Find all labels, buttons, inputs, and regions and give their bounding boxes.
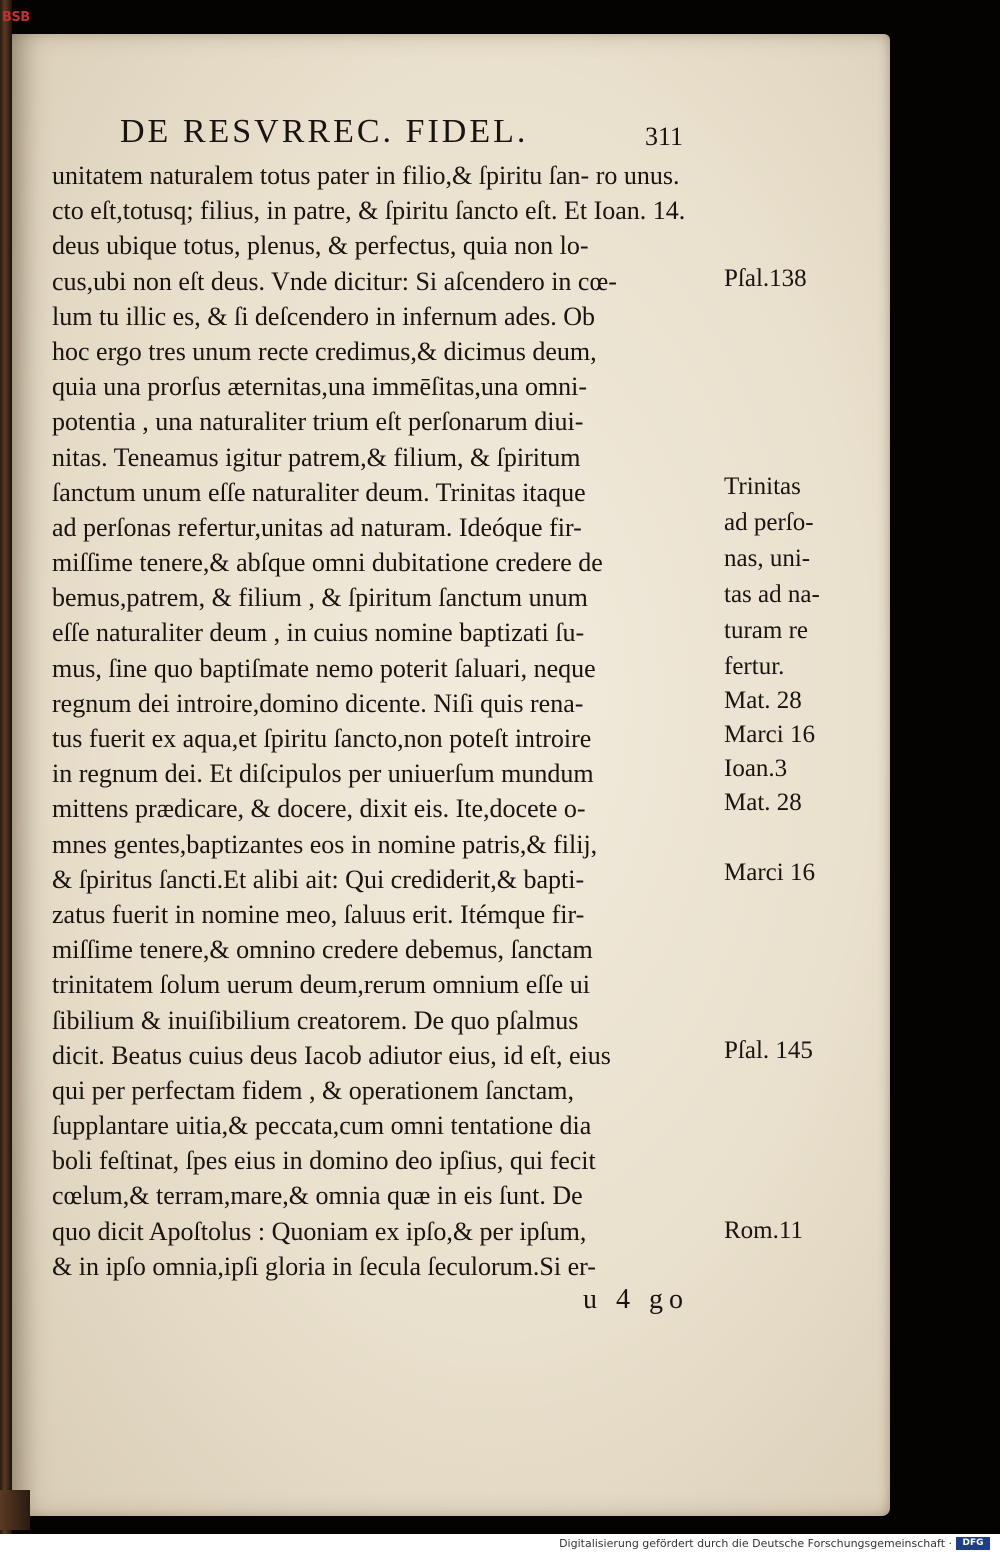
text-line: & in ipſo omnia,ipſi gloria in ſecula ſeculorum.Si er-	[52, 1251, 596, 1281]
text-line: cto eſt,totusq; filius, in patre, & ſpiritu ſancto eſt. Et Ioan. 14.	[52, 196, 686, 226]
text-line: trinitatem ſolum uerum deum,rerum omnium eſſe ui	[52, 970, 590, 1000]
book-spine	[0, 0, 12, 1554]
marginal-note: tas ad na-	[724, 581, 820, 608]
text-line: mus, ſine quo baptiſmate nemo poterit ſaluari, neque	[52, 653, 596, 683]
text-line: in regnum dei. Et diſcipulos per uniuerſum mundum	[52, 759, 594, 789]
text-line: mittens prædicare, & docere, dixit eis. Ite,docete o-	[52, 794, 586, 824]
library-logo: BSB	[2, 10, 30, 25]
text-line: regnum dei introire,domino dicente. Niſi quis rena-	[52, 688, 584, 718]
text-line: mnes gentes,baptizantes eos in nomine patris,& filij,	[52, 829, 598, 859]
text-line: & ſpiritus ſancti.Et alibi ait: Qui crediderit,& bapti-	[52, 864, 585, 894]
dfg-logo: DFG	[956, 1537, 990, 1550]
text-line: potentia , una naturaliter trium eſt perſonarum diui-	[52, 407, 584, 437]
marginal-note: Trinitas	[724, 473, 801, 500]
text-line: dicit. Beatus cuius deus Iacob adiutor eius, id eſt, eius	[52, 1040, 611, 1070]
marginal-note: Marci 16	[724, 859, 815, 886]
marginal-note: Marci 16	[724, 721, 815, 748]
marginal-note: fertur.	[724, 653, 785, 680]
text-line: boli feſtinat, ſpes eius in domino deo ipſius, qui fecit	[52, 1146, 596, 1176]
text-line: cœlum,& terram,mare,& omnia quæ in eis ſunt. De	[52, 1181, 583, 1211]
marginal-note: Rom.11	[724, 1217, 803, 1244]
text-line: nitas. Teneamus igitur patrem,& filium, & ſpiritum	[52, 442, 581, 472]
text-line: bemus,patrem, & filium , & ſpiritum ſanctum unum	[52, 583, 588, 613]
marginal-note: Mat. 28	[724, 789, 802, 816]
text-line: unitatem naturalem totus pater in filio,& ſpiritu ſan- ro unus.	[52, 161, 680, 190]
text-line: lum tu illic es, & ſi deſcendero in infernum ades. Ob	[52, 301, 595, 331]
marginal-note: Pſal. 145	[724, 1037, 813, 1064]
text-line: tus fuerit ex aqua,et ſpiritu ſancto,non poteſt introire	[52, 724, 592, 753]
text-line: quo dicit Apoſtolus : Quoniam ex ipſo,& per ipſum,	[52, 1216, 587, 1246]
page-number: 311	[645, 122, 684, 151]
text-line: zatus fuerit in nomine meo, ſaluus erit. Itémque fir-	[52, 899, 585, 929]
marginal-note: ad perſo-	[724, 509, 814, 536]
text-line: ſupplantare uitia,& peccata,cum omni tentatione dia	[52, 1111, 592, 1141]
text-line: hoc ergo tres unum recte credimus,& dicimus deum,	[52, 336, 597, 366]
text-line: eſſe naturaliter deum , in cuius nomine baptizati ſu-	[52, 618, 585, 648]
running-head: DE RESVRREC. FIDEL.	[120, 113, 529, 150]
marginal-note: turam re	[724, 617, 808, 644]
marginal-note: Mat. 28	[724, 687, 802, 714]
text-line: ad perſonas refertur,unitas ad naturam. Ideóque fir-	[52, 512, 582, 542]
body-text	[52, 158, 722, 1284]
text-line: miſſime tenere,& omnino credere debemus, ſanctam	[52, 935, 593, 965]
marginal-note: Ioan.3	[724, 755, 788, 782]
text-line: qui per perfectam fidem , & operationem ſanctam,	[52, 1075, 574, 1105]
marginal-note: nas, uni-	[724, 545, 811, 572]
marginal-note: Pſal.138	[724, 265, 807, 292]
text-line: ſanctum unum eſſe naturaliter deum. Trinitas itaque	[52, 477, 586, 507]
text-line: ſibilium & inuiſibilium creatorem. De quo pſalmus	[52, 1005, 579, 1035]
text-line: cus,ubi non eſt deus. Vnde dicitur: Si aſcendero in cœ-	[52, 266, 617, 296]
signature-mark: u 4 go	[583, 1284, 689, 1315]
text-line: miſſime tenere,& abſque omni dubitatione credere de	[52, 548, 603, 578]
text-line: quia una prorſus æternitas,una immēſitas,una omni-	[52, 372, 588, 402]
book-cover-edge	[0, 1490, 30, 1530]
funding-credit: Digitalisierung gefördert durch die Deutsche Forschungsgemeinschaft ·	[559, 1537, 952, 1550]
text-line: deus ubique totus, plenus, & perfectus, quia non lo-	[52, 231, 589, 261]
